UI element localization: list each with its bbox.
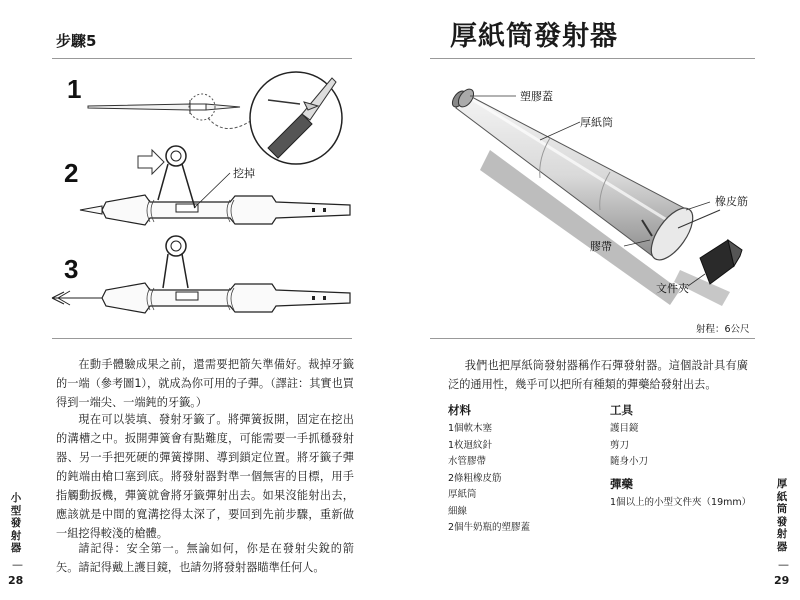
binder-clip <box>700 240 742 284</box>
list-item: 厚紙筒 <box>448 489 477 500</box>
paragraph-loading: 現在可以裝填、發射牙籤了。將彈簧扳開，固定在挖出的溝槽之中。扳開彈簧會有點難度，可能需要一手抓穩發射器、另一手把死硬的彈簧撐開、導到鎖定位置。將牙籤子彈的鈍端由槍口塞到底。將發射器對準一個無害的目標，用手指觸動扳機，彈簧就會將牙籤彈射出去。如果沒能射出去，應該就是中間的寬溝挖得太深了，要回到先前步驟，重新做一組挖得較淺的槍體。 <box>56 413 354 540</box>
plastic-cap-label: 塑膠蓋 <box>520 90 553 103</box>
intro-paragraph: 我們也把厚紙筒發射器稱作石彈發射器。這個設計具有廣泛的通用性，幾乎可以把所有種類的彈藥給發射出去。 <box>448 359 748 391</box>
paragraph-prepare-ammo: 在動手體驗成果之前，還需要把箭矢準備好。裁掉牙籤的一端（參考圖1），就成為你可用的子彈。（譯註：其實也買得到一端尖、一端鈍的牙籤。） <box>56 358 354 409</box>
right-page-number: 29 <box>774 574 790 587</box>
step-number-3: 3 <box>64 254 79 284</box>
step-number-1: 1 <box>67 74 82 104</box>
top-divider <box>52 58 352 59</box>
cardboard-tube-label: 厚紙筒 <box>580 116 613 129</box>
dig-label: 挖掉 <box>233 167 255 180</box>
paragraph-safety: 請記得：安全第一。無論如何，你是在發射尖銳的箭矢。請記得戴上護目鏡，也請勿將發射器瞄準任何人。 <box>56 542 354 574</box>
bottom-divider <box>52 338 352 339</box>
launcher-body-3 <box>52 236 350 313</box>
list-item: 水管膠帶 <box>448 456 487 467</box>
list-item: 2個牛奶瓶的塑膠蓋 <box>448 522 531 533</box>
left-page-dash: — <box>12 558 23 571</box>
right-page-dash: — <box>778 558 789 571</box>
right-top-divider <box>430 58 755 59</box>
chapter-title: 厚紙筒發射器 <box>450 21 618 52</box>
knife-magnifier <box>250 72 342 164</box>
left-page-number: 28 <box>8 574 24 587</box>
list-item: 細線 <box>448 505 468 517</box>
list-item: 1個軟木塞 <box>448 423 493 434</box>
left-side-title: 小型發射器 <box>10 492 22 554</box>
list-item: 隨身小刀 <box>610 456 649 467</box>
tools-section <box>610 402 760 471</box>
ammo-list <box>610 495 770 512</box>
materials-list <box>448 421 598 537</box>
materials-heading: 材料 <box>448 403 471 417</box>
materials-section <box>448 402 598 537</box>
rubber-band-label: 橡皮筋 <box>715 195 748 208</box>
step-title: 步驟5 <box>56 32 97 50</box>
range-caption: 射程：6公尺 <box>696 324 750 335</box>
right-bottom-divider <box>430 338 755 339</box>
tools-heading: 工具 <box>610 403 633 417</box>
list-item: 1個以上的小型文件夾（19mm） <box>610 497 752 508</box>
toothpick-figure <box>88 94 252 129</box>
list-item: 1枚迴紋針 <box>448 439 493 451</box>
tape-label: 膠帶 <box>590 240 612 253</box>
toothpick-diagram <box>40 60 370 340</box>
list-item: 護目鏡 <box>610 423 639 434</box>
cardboard-tube-diagram <box>430 60 770 338</box>
binder-clip-label: 文件夾 <box>656 282 689 295</box>
ammo-section <box>610 476 770 512</box>
list-item: 2條粗橡皮筋 <box>448 472 502 484</box>
ammo-heading: 彈藥 <box>610 477 633 491</box>
list-item: 剪刀 <box>610 439 630 451</box>
step-number-2: 2 <box>64 158 79 188</box>
right-side-title: 厚紙筒發射器 <box>776 478 788 553</box>
tools-list <box>610 421 760 471</box>
